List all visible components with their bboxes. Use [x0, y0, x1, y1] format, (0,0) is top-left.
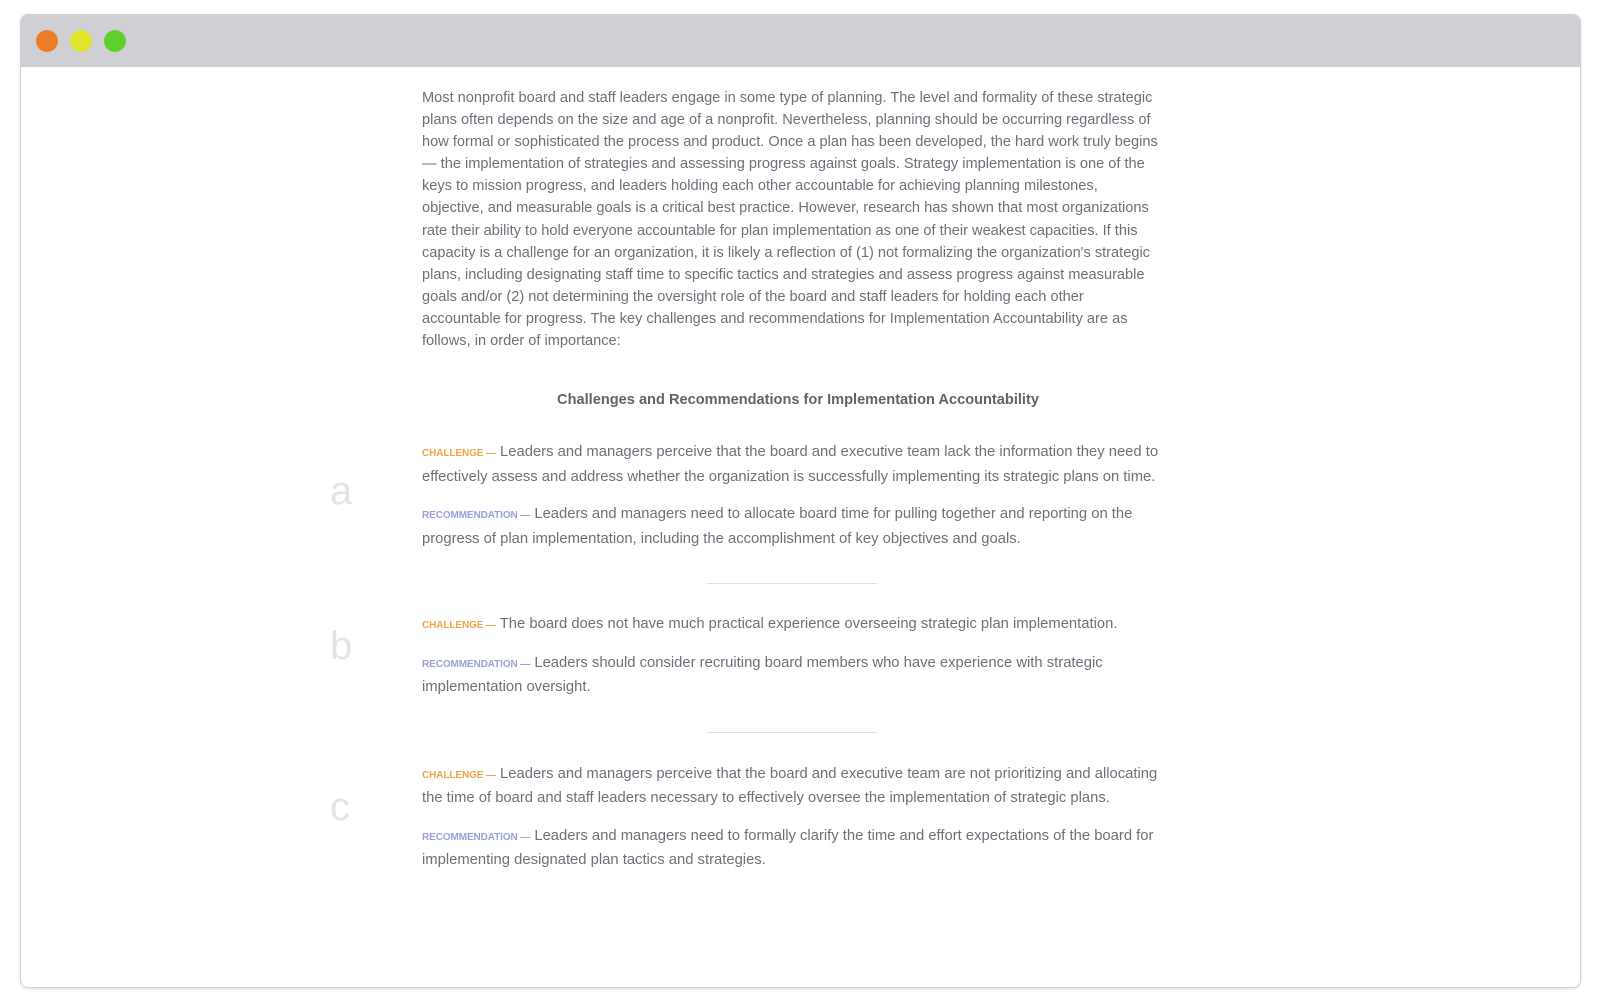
- close-window-button[interactable]: [36, 30, 58, 52]
- challenge-group-b: [330, 613, 1172, 700]
- section-divider: [707, 732, 877, 733]
- recommendation-tag: RECOMMENDATION —: [422, 510, 531, 522]
- challenge-text: Leaders and managers perceive that the board and executive team lack the information they need to effectively assess and address whether the organization is successfully implementing its strategic plans on time.: [422, 444, 1159, 485]
- recommendation-tag: RECOMMENDATION —: [422, 658, 531, 670]
- recommendation-item: [422, 825, 1167, 873]
- recommendation-text: Leaders and managers need to formally clarify the time and effort expectations of the board for implementing designated plan tactics and strategies.: [422, 827, 1154, 869]
- maximize-window-button[interactable]: [104, 30, 126, 52]
- recommendation-text: Leaders should consider recruiting board members who have experience with strategic implementation oversight.: [422, 654, 1103, 696]
- minimize-window-button[interactable]: [70, 30, 92, 52]
- challenge-group-a: [330, 441, 1172, 551]
- section-title: Challenges and Recommendations for Implementation Accountability: [557, 392, 1039, 409]
- group-letter-c: c: [330, 784, 350, 829]
- recommendation-tag: RECOMMENDATION —: [422, 831, 531, 843]
- intro-paragraph: Most nonprofit board and staff leaders engage in some type of planning. The level and formality of these strategic plans often depends on the size and age of a nonprofit. Nevertheless, planning should be occurring regardless of how formal or sophisticated the process and product. Once a plan has been developed, the hard work truly begins — the implementation of strategies and assessing progress against goals. Strategy implementation is one of the keys to mission progress, and leaders holding each other accountable for achieving planning milestones, objective, and measurable goals is a critical best practice. However, research has shown that most organizations rate their ability to hold everyone accountable for plan implementation as one of their weakest capacities. If this capacity is a challenge for an organization, it is likely a reflection of (1) not formalizing the organization's strategic plans, including designating staff time to specific tactics and strategies and assess progress against measurable goals and/or (2) not determining the oversight role of the board and staff leaders for holding each other accountable for progress. The key challenges and recommendations for Implementation Accountability are as follows, in order of importance:: [422, 90, 1158, 350]
- group-letter-b: b: [330, 624, 353, 669]
- challenge-group-c: [330, 763, 1172, 873]
- recommendation-text: Leaders and managers need to allocate board time for pulling together and reporting on the progress of plan implementation, including the accomplishment of key objectives and goals.: [422, 506, 1133, 547]
- challenge-item: [422, 613, 1167, 638]
- window-titlebar: [21, 15, 1580, 67]
- recommendation-item: [422, 503, 1167, 551]
- challenge-tag: CHALLENGE —: [422, 448, 496, 460]
- article-content: [330, 87, 1172, 873]
- challenge-tag: CHALLENGE —: [422, 769, 496, 781]
- challenge-text: The board does not have much practical experience overseeing strategic plan implementation.: [499, 616, 1118, 633]
- challenge-tag: CHALLENGE —: [422, 620, 496, 632]
- challenge-item: [422, 763, 1167, 811]
- recommendation-item: [422, 652, 1167, 700]
- group-letter-a: a: [330, 469, 353, 514]
- browser-window: [20, 14, 1581, 988]
- section-divider: [707, 583, 877, 584]
- challenge-text: Leaders and managers perceive that the board and executive team are not prioritizing and allocating the time of board and staff leaders necessary to effectively oversee the implementation of strategic plans.: [422, 765, 1158, 807]
- challenge-item: [422, 441, 1167, 489]
